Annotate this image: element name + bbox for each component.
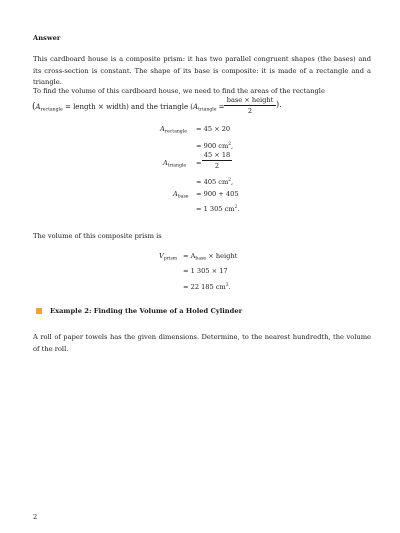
answer-heading: Answer: [33, 34, 61, 42]
triangle-area-numerator: 45 × 18: [203, 151, 231, 159]
prism-volume-label: $V_{prism}$: [159, 252, 178, 262]
base-area-label: $A_{base}$: [173, 190, 189, 200]
prism-volume-result: = 22 185 $cm^3$.: [183, 283, 231, 291]
triangle-area-label: $A_{triangle}$: [163, 159, 187, 169]
area-definitions-line: ($A_{rectangle}$ = length × width) and the triangle ($A_{triangle}$ =: [32, 102, 225, 113]
prism-volume-step-2: = 1 305 × 17: [183, 267, 228, 275]
example-marker-square: [36, 308, 42, 314]
triangle-formula-fraction-bar: [224, 105, 276, 106]
rectangle-area-step-1: = 45 × 20: [196, 125, 231, 133]
triangle-area-equals: =: [196, 159, 202, 167]
triangle-formula-close: ).: [276, 100, 282, 109]
rectangle-area-label: $A_{rectangle}$: [160, 125, 187, 135]
triangle-formula-denominator: 2: [247, 107, 253, 115]
triangle-formula-numerator: base × height: [226, 96, 274, 104]
triangle-area-denominator: 2: [214, 162, 220, 170]
volume-intro: The volume of this composite prism is: [33, 232, 162, 240]
base-area-result: = 1 305 $cm^2$.: [196, 205, 240, 213]
base-area-step-1: = 900 + 405: [196, 190, 239, 198]
page-number: 2: [33, 513, 38, 521]
rectangle-area-step-2: = 900 $cm^2$,: [196, 142, 234, 150]
example-title: Example 2: Finding the Volume of a Holed Cylinder: [50, 307, 243, 315]
triangle-area-result: = 405 $cm^2$,: [196, 178, 234, 186]
paragraph-composite-prism: This cardboard house is a composite prism: it has two parallel congruent shapes (the bases) and its cross-section is constant. The shape of its base is composite: it is made of a rectangle and a triangle.: [33, 55, 371, 86]
triangle-area-fraction-bar: [202, 160, 232, 161]
paragraph-find-areas: To find the volume of this cardboard house, we need to find the areas of the rectangle: [33, 87, 325, 95]
prism-volume-step-1: = $A_{base}$ × height: [183, 252, 238, 262]
example-text: A roll of paper towels has the given dimensions. Determine, to the nearest hundredth, the volume of the roll.: [33, 333, 371, 353]
